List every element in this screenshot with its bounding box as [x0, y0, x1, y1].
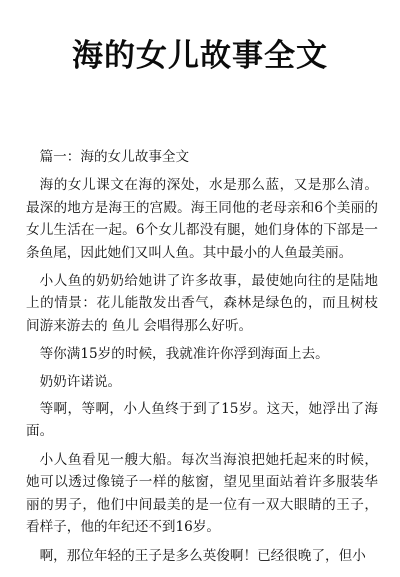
paragraph: 小人鱼看见一艘大船。每次当海浪把她托起来的时候，她可以透过像镜子一样的舷窗，望见里面站着许多服装华丽的男子，他们中间最美的是一位有一双大眼睛的王子，看样子，他的年纪还不到16岁。 — [26, 451, 378, 536]
paragraph: 等啊，等啊，小人鱼终于到了15岁。这天，她浮出了海面。 — [26, 401, 378, 440]
paragraph: 小人鱼的奶奶给她讲了许多故事，最使她向往的是陆地上的情景：花儿能散发出香气，森林是绿色的，而且树枝间游来游去的 鱼儿 会唱得那么好听。 — [26, 273, 378, 334]
paragraph-subtitle: 篇一：海的女儿故事全文 — [39, 149, 190, 165]
document-title: 海的女儿故事全文 — [72, 38, 328, 74]
paragraph: 啊，那位年轻的王子是多么英俊啊！已经很晚了，但小 — [39, 547, 366, 564]
paragraph: 等你满15岁的时候，我就准许你浮到海面上去。 — [39, 346, 329, 363]
paragraph: 海的女儿课文在海的深处，水是那么蓝，又是那么清。最深的地方是海王的宫殿。海王同他的老母亲和6个美丽的女儿生活在一起。6个女儿都没有腿，她们身体的下部是一条鱼尾，因此她们又叫人鱼。其中最小的人鱼最美丽。 — [26, 177, 378, 261]
paragraph: 奶奶许诺说。 — [39, 373, 122, 390]
document-body — [26, 146, 378, 573]
